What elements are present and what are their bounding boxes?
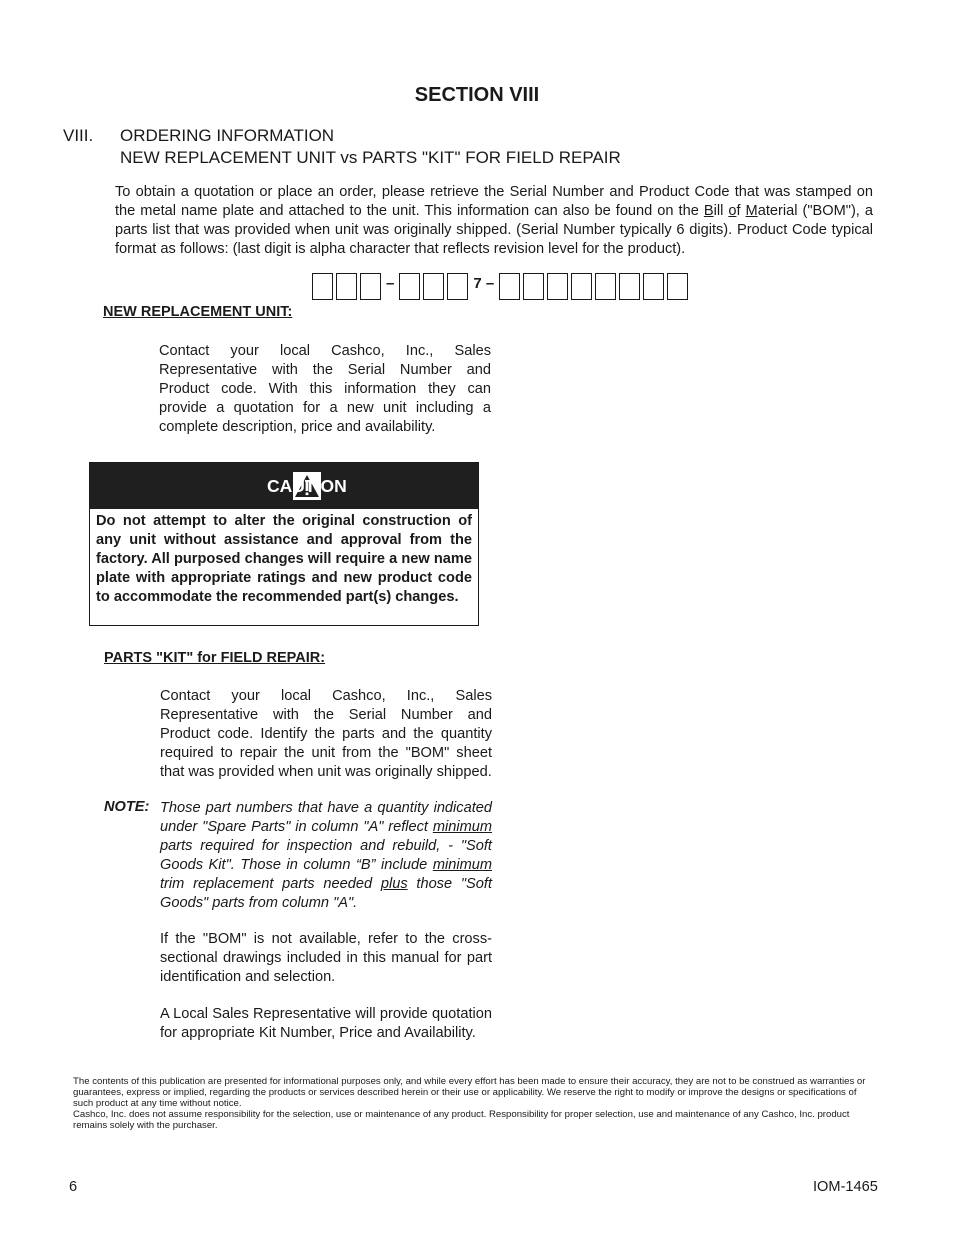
code-box	[336, 273, 357, 300]
code-box	[399, 273, 420, 300]
note-label: NOTE:	[104, 799, 150, 815]
rep-note: A Local Sales Representative will provide quotation for appropriate Kit Number, Price and Availability.	[160, 1006, 492, 1041]
caution-box	[89, 462, 479, 626]
new-unit-text: Contact your local Cashco, Inc., Sales Representative with the Serial Number and Product code. With this information they can provide a quotation for a new unit including a complete description, price and availability.	[159, 343, 491, 435]
document-id: IOM-1465	[813, 1179, 878, 1195]
code-box	[447, 273, 468, 300]
code-box	[360, 273, 381, 300]
intro-paragraph: To obtain a quotation or place an order, please retrieve the Serial Number and Product Code that was stamped on the metal name plate and attached to the unit. This information can also be found on the Bill of Material ("BOM"), a parts list that was provided when unit was originally shipped. (Serial Number typically 6 digits). Product Code typical format as follows: (last digit is alpha character that reflects revision level for the product).	[115, 184, 873, 257]
code-box	[643, 273, 664, 300]
disclaimer	[73, 1076, 873, 1131]
new-unit-heading: NEW REPLACEMENT UNIT:	[103, 304, 293, 320]
code-box	[595, 273, 616, 300]
code-fixed-digit: 7 –	[473, 274, 495, 292]
disclaimer-line: Cashco, Inc. does not assume responsibility for the selection, use or maintenance of any product. Responsibility for proper selection, use and maintenance of any Cashco, Inc. product remains solely with the purchaser.	[73, 1109, 850, 1131]
disclaimer-line: The contents of this publication are presented for informational purposes only, and while every effort has been made to ensure their accuracy, they are not to be construed as warranties or guarantees, express or implied, regarding the products or services described herein or their use or applicability. We reserve the right to modify or improve the designs or specifications of such product at any time without notice.	[73, 1076, 866, 1109]
caution-text: Do not attempt to alter the original construction of any unit without assistance and approval from the factory. All purposed changes will require a new name plate with appropriate ratings and new product code to accommodate the recommended part(s) changes.	[96, 513, 472, 605]
caution-header	[90, 463, 478, 509]
code-box	[619, 273, 640, 300]
code-box	[547, 273, 568, 300]
code-separator: –	[386, 274, 395, 292]
code-box	[312, 273, 333, 300]
page-number: 6	[69, 1179, 78, 1195]
product-code-format	[312, 272, 691, 300]
section-heading	[63, 126, 334, 146]
kit-heading: PARTS "KIT" for FIELD REPAIR:	[104, 650, 326, 666]
section-title: SECTION VIII	[414, 84, 540, 106]
section-number: VIII.	[63, 126, 94, 145]
code-box	[423, 273, 444, 300]
section-heading-title: ORDERING INFORMATION	[120, 126, 335, 145]
bom-note: If the "BOM" is not available, refer to the cross-sectional drawings included in this manual for part identification and selection.	[160, 931, 492, 985]
caution-label: CAUTION	[267, 476, 347, 496]
code-box	[523, 273, 544, 300]
section-subtitle: NEW REPLACEMENT UNIT vs PARTS "KIT" FOR FIELD REPAIR	[120, 148, 621, 167]
code-box	[571, 273, 592, 300]
kit-text: Contact your local Cashco, Inc., Sales Representative with the Serial Number and Product code. Identify the parts and the quantity required to repair the unit from the "BOM" sheet that was provided when unit was originally shipped.	[160, 688, 492, 780]
note-text: Those part numbers that have a quantity indicated under "Spare Parts" in column "A" reflect minimum parts required for inspection and rebuild, - "Soft Goods Kit". Those in column “B” include minimum trim replacement parts needed plus those "Soft Goods" parts from column "A".	[160, 800, 493, 911]
code-box	[499, 273, 520, 300]
code-box	[667, 273, 688, 300]
